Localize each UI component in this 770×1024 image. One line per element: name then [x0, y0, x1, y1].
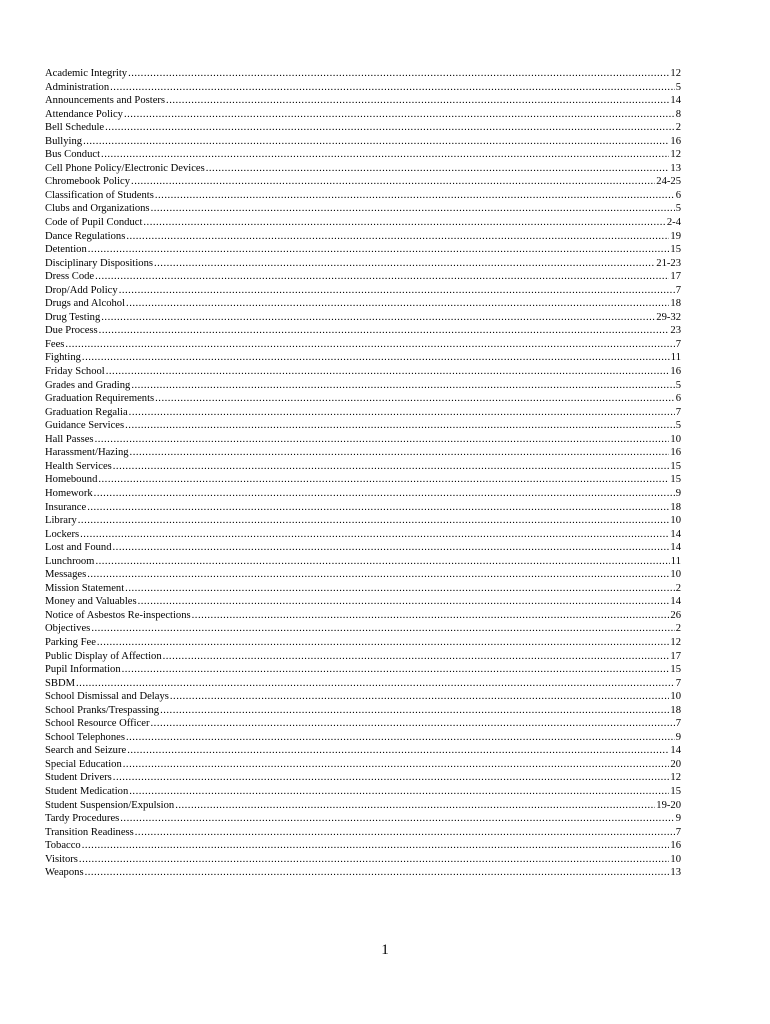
- dot-leader: [88, 243, 670, 257]
- toc-entry-label: Bell Schedule: [45, 122, 105, 134]
- toc-entry-label: Guidance Services: [45, 420, 125, 432]
- dot-leader: [110, 81, 675, 95]
- dot-leader: [95, 270, 669, 284]
- toc-entry-page: 7: [675, 826, 681, 838]
- toc-entry-page: 20: [670, 758, 681, 770]
- toc-entry: [45, 81, 681, 95]
- toc-entry-label: Fees: [45, 338, 65, 350]
- toc-entry-page: 5: [675, 203, 681, 215]
- dot-leader: [131, 175, 655, 189]
- toc-entry-label: Mission Statement: [45, 582, 125, 594]
- toc-entry-label: Clubs and Organizations: [45, 203, 150, 215]
- table-of-contents: [45, 67, 681, 880]
- toc-entry: [45, 568, 681, 582]
- toc-entry-page: 26: [670, 609, 681, 621]
- toc-entry-page: 11: [670, 352, 681, 364]
- toc-entry-label: Search and Seizure: [45, 745, 127, 757]
- dot-leader: [97, 636, 670, 650]
- toc-entry-page: 14: [670, 95, 681, 107]
- toc-entry-page: 17: [670, 271, 681, 283]
- dot-leader: [120, 812, 674, 826]
- toc-entry: [45, 202, 681, 216]
- toc-entry: [45, 541, 681, 555]
- toc-entry: [45, 94, 681, 108]
- toc-entry: [45, 297, 681, 311]
- toc-entry-label: School Resource Officer: [45, 718, 150, 730]
- toc-entry-page: 17: [670, 650, 681, 662]
- toc-entry: [45, 663, 681, 677]
- dot-leader: [155, 392, 675, 406]
- dot-leader: [130, 446, 670, 460]
- toc-entry-label: Parking Fee: [45, 636, 96, 648]
- dot-leader: [163, 650, 670, 664]
- toc-entry-label: Money and Valuables: [45, 596, 137, 608]
- dot-leader: [135, 826, 675, 840]
- toc-entry-page: 14: [670, 745, 681, 757]
- toc-entry: [45, 351, 681, 365]
- toc-entry-label: Friday School: [45, 366, 105, 378]
- toc-entry: [45, 487, 681, 501]
- toc-entry-page: 2: [675, 122, 681, 134]
- toc-entry-page: 6: [675, 189, 681, 201]
- dot-leader: [170, 690, 670, 704]
- toc-entry-label: Lost and Found: [45, 542, 112, 554]
- dot-leader: [126, 731, 675, 745]
- toc-entry-label: School Pranks/Trespassing: [45, 704, 160, 716]
- toc-entry: [45, 704, 681, 718]
- dot-leader: [127, 744, 669, 758]
- toc-entry-page: 14: [670, 528, 681, 540]
- dot-leader: [78, 514, 670, 528]
- toc-entry-label: Fighting: [45, 352, 81, 364]
- toc-entry-label: Public Display of Affection: [45, 650, 162, 662]
- toc-entry-page: 10: [670, 515, 681, 527]
- toc-entry: [45, 622, 681, 636]
- toc-entry-page: 21-23: [656, 257, 681, 269]
- toc-entry: [45, 853, 681, 867]
- dot-leader: [105, 121, 675, 135]
- toc-entry: [45, 717, 681, 731]
- toc-entry: [45, 501, 681, 515]
- toc-entry-label: SBDM: [45, 677, 76, 689]
- toc-entry-label: Bullying: [45, 135, 83, 147]
- toc-entry: [45, 514, 681, 528]
- toc-entry: [45, 365, 681, 379]
- toc-entry: [45, 324, 681, 338]
- toc-entry-page: 14: [670, 596, 681, 608]
- dot-leader: [95, 433, 670, 447]
- toc-entry-label: Notice of Asbestos Re-inspections: [45, 609, 191, 621]
- toc-entry: [45, 379, 681, 393]
- toc-entry-label: Weapons: [45, 867, 84, 879]
- toc-entry-page: 13: [670, 867, 681, 879]
- toc-entry-label: Objectives: [45, 623, 91, 635]
- dot-leader: [160, 704, 669, 718]
- dot-leader: [166, 94, 669, 108]
- toc-entry: [45, 528, 681, 542]
- dot-leader: [91, 622, 674, 636]
- toc-entry-page: 15: [670, 474, 681, 486]
- toc-entry: [45, 826, 681, 840]
- toc-entry: [45, 609, 681, 623]
- toc-entry-page: 9: [675, 487, 681, 499]
- toc-entry-page: 12: [670, 636, 681, 648]
- toc-entry-page: 12: [670, 68, 681, 79]
- toc-entry-page: 18: [670, 298, 681, 310]
- toc-entry: [45, 257, 681, 271]
- toc-entry-page: 16: [670, 135, 681, 147]
- toc-entry-page: 23: [670, 325, 681, 337]
- toc-entry: [45, 595, 681, 609]
- toc-entry: [45, 677, 681, 691]
- dot-leader: [123, 758, 670, 772]
- toc-entry: [45, 189, 681, 203]
- dot-leader: [122, 663, 670, 677]
- toc-entry-label: Attendance Policy: [45, 108, 123, 120]
- toc-entry-label: Academic Integrity: [45, 68, 128, 79]
- toc-entry-page: 16: [670, 447, 681, 459]
- toc-entry: [45, 460, 681, 474]
- dot-leader: [82, 351, 670, 365]
- toc-entry-page: 7: [675, 718, 681, 730]
- toc-entry-label: Pupil Information: [45, 664, 121, 676]
- dot-leader: [129, 406, 675, 420]
- toc-entry-label: Announcements and Posters: [45, 95, 166, 107]
- toc-entry-label: Homework: [45, 487, 93, 499]
- toc-entry-label: Due Process: [45, 325, 98, 337]
- toc-entry-page: 19: [670, 230, 681, 242]
- dot-leader: [87, 501, 669, 515]
- toc-entry-page: 13: [670, 162, 681, 174]
- toc-entry: [45, 446, 681, 460]
- toc-entry-label: Drop/Add Policy: [45, 284, 118, 296]
- toc-entry-label: Graduation Regalia: [45, 406, 128, 418]
- toc-entry-label: Health Services: [45, 460, 112, 472]
- toc-entry-page: 7: [675, 284, 681, 296]
- dot-leader: [155, 189, 675, 203]
- toc-entry-page: 16: [670, 840, 681, 852]
- toc-entry-page: 15: [670, 244, 681, 256]
- toc-entry: [45, 690, 681, 704]
- toc-entry-page: 7: [675, 677, 681, 689]
- dot-leader: [99, 324, 670, 338]
- dot-leader: [128, 67, 669, 81]
- dot-leader: [138, 595, 670, 609]
- toc-entry-label: Student Drivers: [45, 772, 112, 784]
- toc-entry-label: Lockers: [45, 528, 80, 540]
- dot-leader: [125, 419, 675, 433]
- toc-entry: [45, 731, 681, 745]
- dot-leader: [113, 771, 670, 785]
- dot-leader: [113, 460, 670, 474]
- toc-entry-label: Tardy Procedures: [45, 813, 120, 825]
- dot-leader: [82, 839, 670, 853]
- toc-entry-label: Administration: [45, 81, 110, 93]
- toc-entry: [45, 108, 681, 122]
- toc-entry-label: Classification of Students: [45, 189, 154, 201]
- toc-entry: [45, 284, 681, 298]
- toc-entry: [45, 799, 681, 813]
- toc-entry: [45, 311, 681, 325]
- dot-leader: [151, 202, 675, 216]
- toc-entry: [45, 243, 681, 257]
- toc-entry-page: 2: [675, 623, 681, 635]
- dot-leader: [98, 473, 669, 487]
- dot-leader: [83, 135, 669, 149]
- dot-leader: [126, 297, 669, 311]
- toc-entry-page: 15: [670, 785, 681, 797]
- toc-entry-label: Lunchroom: [45, 555, 95, 567]
- toc-entry-page: 18: [670, 704, 681, 716]
- toc-entry: [45, 392, 681, 406]
- dot-leader: [94, 487, 675, 501]
- toc-entry-page: 2: [675, 582, 681, 594]
- toc-entry-label: Special Education: [45, 758, 122, 770]
- dot-leader: [154, 257, 655, 271]
- toc-entry-page: 9: [675, 731, 681, 743]
- toc-entry-page: 5: [675, 81, 681, 93]
- dot-leader: [113, 541, 670, 555]
- toc-entry-page: 5: [675, 420, 681, 432]
- toc-entry: [45, 866, 681, 880]
- toc-entry-page: 15: [670, 664, 681, 676]
- dot-leader: [131, 379, 674, 393]
- toc-entry: [45, 650, 681, 664]
- toc-entry-page: 11: [670, 555, 681, 567]
- toc-entry: [45, 270, 681, 284]
- toc-entry-page: 18: [670, 501, 681, 513]
- toc-entry: [45, 135, 681, 149]
- toc-entry: [45, 785, 681, 799]
- toc-entry-label: Grades and Grading: [45, 379, 131, 391]
- toc-entry: [45, 636, 681, 650]
- toc-entry: [45, 473, 681, 487]
- toc-entry-label: Dress Code: [45, 271, 95, 283]
- toc-entry: [45, 406, 681, 420]
- dot-leader: [101, 311, 655, 325]
- toc-entry-label: Transition Readiness: [45, 826, 134, 838]
- toc-entry-label: School Telephones: [45, 731, 125, 743]
- dot-leader: [80, 528, 669, 542]
- toc-entry: [45, 338, 681, 352]
- dot-leader: [175, 799, 655, 813]
- toc-entry-page: 16: [670, 366, 681, 378]
- toc-entry-page: 7: [675, 338, 681, 350]
- toc-entry-page: 5: [675, 379, 681, 391]
- toc-entry: [45, 175, 681, 189]
- toc-entry-label: Harassment/Hazing: [45, 447, 129, 459]
- toc-entry-label: Detention: [45, 244, 87, 256]
- dot-leader: [151, 717, 675, 731]
- toc-entry: [45, 419, 681, 433]
- toc-entry-page: 14: [670, 542, 681, 554]
- dot-leader: [129, 785, 669, 799]
- toc-entry-label: Code of Pupil Conduct: [45, 217, 143, 229]
- toc-entry: [45, 758, 681, 772]
- dot-leader: [87, 568, 669, 582]
- toc-entry-page: 6: [675, 393, 681, 405]
- dot-leader: [124, 108, 675, 122]
- toc-entry-label: Cell Phone Policy/Electronic Devices: [45, 162, 205, 174]
- toc-entry-label: Library: [45, 515, 77, 527]
- toc-entry-label: Insurance: [45, 501, 87, 513]
- toc-entry: [45, 555, 681, 569]
- dot-leader: [119, 284, 675, 298]
- dot-leader: [101, 148, 669, 162]
- toc-entry-label: Messages: [45, 569, 87, 581]
- toc-entry: [45, 839, 681, 853]
- page-number: 1: [381, 942, 389, 958]
- toc-entry-label: Tobacco: [45, 840, 81, 852]
- dot-leader: [192, 609, 670, 623]
- toc-entry-label: Bus Conduct: [45, 149, 101, 161]
- toc-entry-label: Homebound: [45, 474, 98, 486]
- toc-entry-label: Student Medication: [45, 785, 129, 797]
- toc-entry-page: 10: [670, 569, 681, 581]
- dot-leader: [65, 338, 674, 352]
- dot-leader: [85, 866, 670, 880]
- toc-entry-page: 10: [670, 853, 681, 865]
- dot-leader: [206, 162, 670, 176]
- toc-entry: [45, 121, 681, 135]
- toc-entry-label: Drugs and Alcohol: [45, 298, 126, 310]
- toc-entry: [45, 216, 681, 230]
- toc-entry-label: Graduation Requirements: [45, 393, 155, 405]
- toc-entry-page: 29-32: [656, 311, 681, 323]
- toc-entry-label: Hall Passes: [45, 433, 94, 445]
- toc-entry-label: School Dismissal and Delays: [45, 691, 169, 703]
- dot-leader: [76, 677, 675, 691]
- dot-leader: [125, 582, 675, 596]
- dot-leader: [79, 853, 669, 867]
- toc-entry-page: 19-20: [656, 799, 681, 811]
- toc-entry-page: 12: [670, 149, 681, 161]
- toc-entry: [45, 582, 681, 596]
- toc-entry-page: 10: [670, 433, 681, 445]
- toc-entry-label: Chromebook Policy: [45, 176, 131, 188]
- dot-leader: [106, 365, 670, 379]
- toc-entry: [45, 744, 681, 758]
- toc-entry-label: Student Suspension/Expulsion: [45, 799, 175, 811]
- toc-entry: [45, 148, 681, 162]
- toc-entry-label: Disciplinary Dispositions: [45, 257, 153, 269]
- toc-entry-page: 15: [670, 460, 681, 472]
- toc-entry: [45, 162, 681, 176]
- dot-leader: [126, 230, 669, 244]
- dot-leader: [143, 216, 665, 230]
- toc-entry-page: 12: [670, 772, 681, 784]
- toc-entry-page: 8: [675, 108, 681, 120]
- toc-entry-page: 9: [675, 813, 681, 825]
- toc-entry-page: 10: [670, 691, 681, 703]
- toc-entry-label: Dance Regulations: [45, 230, 126, 242]
- toc-entry-page: 24-25: [656, 176, 681, 188]
- toc-entry: [45, 67, 681, 81]
- toc-entry: [45, 433, 681, 447]
- toc-entry: [45, 771, 681, 785]
- toc-entry-label: Visitors: [45, 853, 78, 865]
- toc-entry-page: 2-4: [666, 217, 681, 229]
- dot-leader: [95, 555, 669, 569]
- toc-entry: [45, 230, 681, 244]
- toc-entry: [45, 812, 681, 826]
- toc-entry-page: 7: [675, 406, 681, 418]
- toc-entry-label: Drug Testing: [45, 311, 101, 323]
